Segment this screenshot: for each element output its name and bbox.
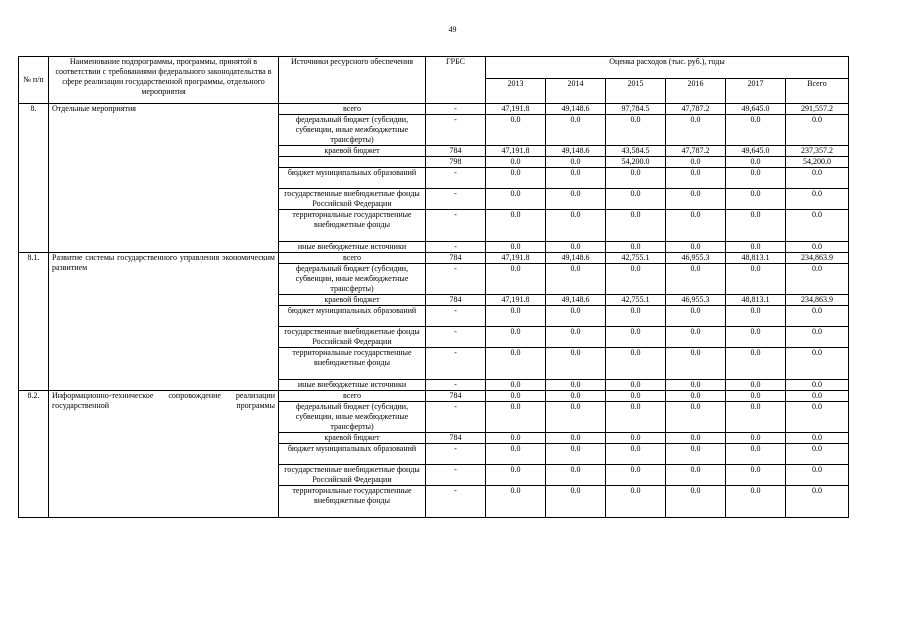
value-year: 0.0 — [486, 327, 546, 348]
funding-source: государственные внебюджетные фонды Российской Федерации — [279, 465, 426, 486]
value-year: 0.0 — [666, 242, 726, 253]
grbs-code: 784 — [426, 295, 486, 306]
value-year: 0.0 — [486, 189, 546, 210]
funding-source: бюджет муниципальных образований — [279, 444, 426, 465]
section-number: 8.2. — [19, 391, 49, 518]
value-year: 47,191.8 — [486, 253, 546, 264]
funding-source: государственные внебюджетные фонды Российской Федерации — [279, 189, 426, 210]
value-year: 0.0 — [546, 168, 606, 189]
value-year: 0.0 — [666, 306, 726, 327]
value-year: 49,645.0 — [726, 104, 786, 115]
funding-source: территориальные государственные внебюджетные фонды — [279, 210, 426, 242]
value-year: 0.0 — [546, 210, 606, 242]
grbs-code: 784 — [426, 433, 486, 444]
funding-source: краевой бюджет — [279, 295, 426, 306]
value-year: 47,787.2 — [666, 104, 726, 115]
value-year: 49,148.6 — [546, 295, 606, 306]
funding-source: государственные внебюджетные фонды Российской Федерации — [279, 327, 426, 348]
value-total: 0.0 — [786, 348, 849, 380]
funding-source — [279, 157, 426, 168]
value-year: 0.0 — [726, 115, 786, 146]
value-year: 0.0 — [726, 402, 786, 433]
value-total: 0.0 — [786, 486, 849, 518]
funding-source: бюджет муниципальных образований — [279, 168, 426, 189]
value-year: 0.0 — [666, 189, 726, 210]
value-total: 291,557.2 — [786, 104, 849, 115]
value-year: 47,191.8 — [486, 146, 546, 157]
value-year: 0.0 — [606, 465, 666, 486]
funding-source: территориальные государственные внебюджетные фонды — [279, 348, 426, 380]
value-year: 0.0 — [726, 444, 786, 465]
value-year: 0.0 — [606, 433, 666, 444]
value-year: 0.0 — [666, 168, 726, 189]
funding-source: иные внебюджетные источники — [279, 380, 426, 391]
section-title: Информационно-техническое сопровождение реализации государственной программы — [49, 391, 279, 518]
funding-source: федеральный бюджет (субсидии, субвенции, иные межбюджетные трансферты) — [279, 264, 426, 295]
value-total: 0.0 — [786, 391, 849, 402]
value-year: 0.0 — [606, 210, 666, 242]
table-row — [19, 391, 849, 402]
funding-source: федеральный бюджет (субсидии, субвенции, иные межбюджетные трансферты) — [279, 115, 426, 146]
value-year: 0.0 — [606, 327, 666, 348]
grbs-code: - — [426, 210, 486, 242]
value-total: 0.0 — [786, 306, 849, 327]
funding-source: бюджет муниципальных образований — [279, 306, 426, 327]
value-year: 0.0 — [546, 380, 606, 391]
value-total: 234,863.9 — [786, 295, 849, 306]
value-year: 0.0 — [486, 380, 546, 391]
value-year: 0.0 — [606, 264, 666, 295]
value-total: 237,357.2 — [786, 146, 849, 157]
value-year: 0.0 — [606, 168, 666, 189]
value-year: 0.0 — [666, 402, 726, 433]
table-body — [19, 104, 849, 518]
header-year: 2013 — [486, 79, 546, 104]
value-total: 0.0 — [786, 402, 849, 433]
value-year: 47,191.8 — [486, 104, 546, 115]
value-year: 0.0 — [546, 264, 606, 295]
value-year: 0.0 — [546, 433, 606, 444]
value-year: 0.0 — [666, 433, 726, 444]
value-year: 0.0 — [666, 444, 726, 465]
value-year: 46,955.3 — [666, 295, 726, 306]
value-total: 0.0 — [786, 168, 849, 189]
value-year: 0.0 — [666, 327, 726, 348]
grbs-code: 784 — [426, 391, 486, 402]
value-year: 97,784.5 — [606, 104, 666, 115]
value-year: 0.0 — [486, 115, 546, 146]
value-year: 0.0 — [546, 327, 606, 348]
grbs-code: - — [426, 306, 486, 327]
header-year: 2017 — [726, 79, 786, 104]
value-year: 54,200.0 — [606, 157, 666, 168]
value-year: 0.0 — [606, 242, 666, 253]
value-total: 0.0 — [786, 380, 849, 391]
grbs-code: - — [426, 465, 486, 486]
value-total: 234,863.9 — [786, 253, 849, 264]
funding-source: всего — [279, 253, 426, 264]
value-year: 0.0 — [486, 242, 546, 253]
value-year: 0.0 — [546, 391, 606, 402]
value-year: 0.0 — [666, 486, 726, 518]
grbs-code: - — [426, 189, 486, 210]
section-title: Развитие системы государственного управления экономическим развитием — [49, 253, 279, 391]
value-year: 0.0 — [666, 264, 726, 295]
value-year: 42,755.1 — [606, 253, 666, 264]
value-year: 0.0 — [546, 402, 606, 433]
value-year: 0.0 — [486, 210, 546, 242]
value-total: 54,200.0 — [786, 157, 849, 168]
header-year: 2014 — [546, 79, 606, 104]
section-title: Отдельные мероприятия — [49, 104, 279, 253]
value-year: 0.0 — [606, 486, 666, 518]
value-year: 0.0 — [606, 306, 666, 327]
value-year: 48,813.1 — [726, 253, 786, 264]
value-year: 0.0 — [726, 391, 786, 402]
value-year: 0.0 — [726, 306, 786, 327]
value-year: 0.0 — [666, 391, 726, 402]
value-year: 0.0 — [486, 157, 546, 168]
value-year: 0.0 — [726, 380, 786, 391]
value-year: 0.0 — [546, 189, 606, 210]
value-year: 0.0 — [606, 348, 666, 380]
value-year: 0.0 — [546, 486, 606, 518]
value-year: 0.0 — [726, 242, 786, 253]
value-year: 0.0 — [486, 306, 546, 327]
value-year: 43,584.5 — [606, 146, 666, 157]
value-year: 49,148.6 — [546, 253, 606, 264]
grbs-code: - — [426, 327, 486, 348]
grbs-code: - — [426, 402, 486, 433]
header-grbs: ГРБС — [426, 57, 486, 104]
value-year: 0.0 — [546, 444, 606, 465]
value-total: 0.0 — [786, 264, 849, 295]
grbs-code: - — [426, 486, 486, 518]
value-year: 0.0 — [666, 348, 726, 380]
value-year: 47,787.2 — [666, 146, 726, 157]
grbs-code: - — [426, 380, 486, 391]
value-total: 0.0 — [786, 327, 849, 348]
value-year: 0.0 — [606, 189, 666, 210]
value-year: 0.0 — [606, 380, 666, 391]
table-row — [19, 104, 849, 115]
grbs-code: 798 — [426, 157, 486, 168]
grbs-code: - — [426, 348, 486, 380]
table-row — [19, 253, 849, 264]
section-number: 8.1. — [19, 253, 49, 391]
value-year: 0.0 — [546, 348, 606, 380]
value-year: 0.0 — [546, 157, 606, 168]
value-year: 0.0 — [726, 157, 786, 168]
value-year: 0.0 — [486, 486, 546, 518]
value-year: 49,645.0 — [726, 146, 786, 157]
header-total: Всего — [786, 79, 849, 104]
header-estimate: Оценка расходов (тыс. руб.), годы — [486, 57, 849, 79]
value-year: 0.0 — [546, 242, 606, 253]
header-sources: Источники ресурсного обеспечения — [279, 57, 426, 104]
value-year: 0.0 — [486, 391, 546, 402]
funding-source: краевой бюджет — [279, 433, 426, 444]
grbs-code: - — [426, 264, 486, 295]
value-year: 0.0 — [486, 264, 546, 295]
grbs-code: - — [426, 168, 486, 189]
value-total: 0.0 — [786, 242, 849, 253]
value-year: 0.0 — [666, 380, 726, 391]
value-year: 0.0 — [546, 115, 606, 146]
value-year: 0.0 — [726, 465, 786, 486]
value-year: 0.0 — [606, 391, 666, 402]
value-total: 0.0 — [786, 189, 849, 210]
value-year: 0.0 — [726, 210, 786, 242]
value-year: 46,955.3 — [666, 253, 726, 264]
grbs-code: 784 — [426, 253, 486, 264]
grbs-code: - — [426, 115, 486, 146]
value-year: 47,191.8 — [486, 295, 546, 306]
value-year: 49,148.6 — [546, 146, 606, 157]
value-year: 0.0 — [546, 306, 606, 327]
value-total: 0.0 — [786, 115, 849, 146]
value-year: 0.0 — [606, 402, 666, 433]
funding-source: федеральный бюджет (субсидии, субвенции, иные межбюджетные трансферты) — [279, 402, 426, 433]
page-number: 49 — [448, 25, 457, 34]
grbs-code: 784 — [426, 146, 486, 157]
value-total: 0.0 — [786, 433, 849, 444]
value-year: 0.0 — [486, 402, 546, 433]
value-total: 0.0 — [786, 210, 849, 242]
value-year: 48,813.1 — [726, 295, 786, 306]
header-num: № п/п — [19, 57, 49, 104]
funding-source: всего — [279, 391, 426, 402]
value-year: 0.0 — [726, 486, 786, 518]
value-year: 0.0 — [726, 168, 786, 189]
header-year: 2015 — [606, 79, 666, 104]
grbs-code: - — [426, 104, 486, 115]
value-year: 0.0 — [486, 444, 546, 465]
value-year: 0.0 — [726, 327, 786, 348]
value-year: 0.0 — [726, 264, 786, 295]
value-year: 0.0 — [726, 189, 786, 210]
budget-table — [18, 56, 849, 518]
value-year: 0.0 — [666, 210, 726, 242]
grbs-code: - — [426, 444, 486, 465]
value-year: 0.0 — [606, 444, 666, 465]
value-total: 0.0 — [786, 465, 849, 486]
value-year: 0.0 — [666, 157, 726, 168]
funding-source: иные внебюджетные источники — [279, 242, 426, 253]
value-year: 49,148.6 — [546, 104, 606, 115]
funding-source: всего — [279, 104, 426, 115]
funding-source: краевой бюджет — [279, 146, 426, 157]
value-total: 0.0 — [786, 444, 849, 465]
value-year: 0.0 — [486, 465, 546, 486]
value-year: 42,755.1 — [606, 295, 666, 306]
funding-source: территориальные государственные внебюджетные фонды — [279, 486, 426, 518]
value-year: 0.0 — [726, 348, 786, 380]
value-year: 0.0 — [546, 465, 606, 486]
value-year: 0.0 — [666, 465, 726, 486]
value-year: 0.0 — [666, 115, 726, 146]
value-year: 0.0 — [486, 168, 546, 189]
grbs-code: - — [426, 242, 486, 253]
header-name: Наименование подпрограммы, программы, принятой в соответствии с требованиями федерального законодательства в сфере реализации государственной программы, отдельного мероприятия — [49, 57, 279, 104]
value-year: 0.0 — [486, 433, 546, 444]
value-year: 0.0 — [726, 433, 786, 444]
value-year: 0.0 — [606, 115, 666, 146]
value-year: 0.0 — [486, 348, 546, 380]
section-number: 8. — [19, 104, 49, 253]
header-year: 2016 — [666, 79, 726, 104]
